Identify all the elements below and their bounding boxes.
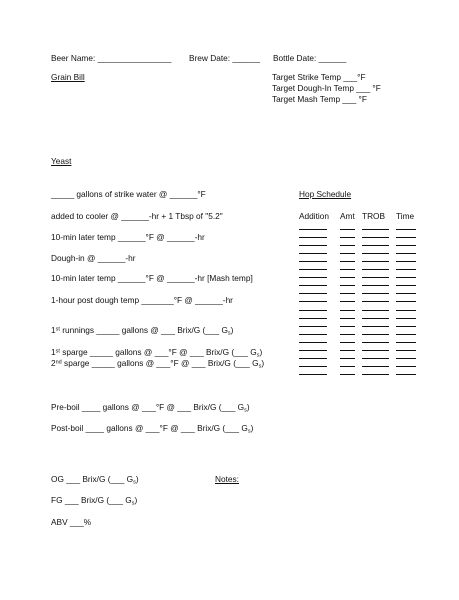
hop-blank-time-row-18[interactable]: [396, 366, 416, 367]
hop-blank-time-row-3[interactable]: [396, 245, 416, 246]
mash-temp-line[interactable]: 10-min later temp ______°F @ ______-hr [Mash temp]: [51, 273, 253, 283]
ten-min-later-temp-line[interactable]: 10-min later temp ______°F @ ______-hr: [51, 232, 205, 242]
hop-blank-amt-row-7[interactable]: [340, 277, 355, 278]
hop-col-trob: TROB: [362, 211, 386, 221]
hop-blank-time-row-14[interactable]: [396, 334, 416, 335]
post-boil-line[interactable]: Post-boil ____ gallons @ ___°F @ ___ Brix/G (___ $G_s$): [51, 423, 254, 435]
hop-blank-time-row-7[interactable]: [396, 277, 416, 278]
hop-blank-amt-row-2[interactable]: [340, 237, 355, 238]
fg-line[interactable]: FG ___ Brix/G (___ $G_s$): [51, 495, 138, 507]
hop-blank-time-row-15[interactable]: [396, 342, 416, 343]
hop-blank-amt-row-19[interactable]: [340, 374, 355, 375]
hop-blank-trob-row-18[interactable]: [362, 366, 389, 367]
hop-blank-amt-row-6[interactable]: [340, 269, 355, 270]
hop-blank-amt-row-11[interactable]: [340, 310, 355, 311]
second-sparge-line[interactable]: 2nd sparge _____ gallons @ ___°F @ ___ Brix/G (___ $G_s$): [51, 358, 265, 370]
hop-blank-addition-row-10[interactable]: [299, 301, 327, 302]
hop-blank-trob-row-16[interactable]: [362, 350, 389, 351]
hop-blank-trob-row-7[interactable]: [362, 277, 389, 278]
hop-blank-time-row-19[interactable]: [396, 374, 416, 375]
hop-blank-time-row-17[interactable]: [396, 358, 416, 359]
pre-boil-line[interactable]: Pre-boil ____ gallons @ ___°F @ ___ Brix/G (___ $G_s$): [51, 402, 250, 414]
hop-blank-trob-row-9[interactable]: [362, 293, 389, 294]
hop-schedule-heading: Hop Schedule: [299, 189, 352, 199]
hop-blank-amt-row-13[interactable]: [340, 326, 355, 327]
hop-blank-trob-row-17[interactable]: [362, 358, 389, 359]
hop-blank-trob-row-13[interactable]: [362, 326, 389, 327]
hop-blank-trob-row-1[interactable]: [362, 229, 389, 230]
hop-blank-time-row-16[interactable]: [396, 350, 416, 351]
one-hour-post-dough-line[interactable]: 1-hour post dough temp _______°F @ ______-hr: [51, 295, 233, 305]
target-strike-temp[interactable]: Target Strike Temp ___°F: [272, 72, 366, 82]
hop-blank-amt-row-10[interactable]: [340, 301, 355, 302]
hop-blank-amt-row-12[interactable]: [340, 318, 355, 319]
hop-blank-amt-row-4[interactable]: [340, 253, 355, 254]
hop-blank-time-row-12[interactable]: [396, 318, 416, 319]
hop-blank-trob-row-19[interactable]: [362, 374, 389, 375]
hop-blank-addition-row-16[interactable]: [299, 350, 327, 351]
hop-blank-amt-row-3[interactable]: [340, 245, 355, 246]
hop-blank-time-row-2[interactable]: [396, 237, 416, 238]
hop-blank-amt-row-5[interactable]: [340, 261, 355, 262]
hop-blank-addition-row-8[interactable]: [299, 285, 327, 286]
hop-col-time: Time: [396, 211, 415, 221]
hop-blank-trob-row-2[interactable]: [362, 237, 389, 238]
hop-col-amt: Amt: [340, 211, 355, 221]
hop-blank-time-row-4[interactable]: [396, 253, 416, 254]
hop-blank-time-row-9[interactable]: [396, 293, 416, 294]
hop-blank-time-row-6[interactable]: [396, 269, 416, 270]
target-mash-temp[interactable]: Target Mash Temp ___ °F: [272, 94, 367, 104]
hop-blank-amt-row-17[interactable]: [340, 358, 355, 359]
hop-blank-amt-row-16[interactable]: [340, 350, 355, 351]
hop-blank-trob-row-10[interactable]: [362, 301, 389, 302]
hop-blank-trob-row-14[interactable]: [362, 334, 389, 335]
target-dough-in-temp[interactable]: Target Dough-In Temp ___ °F: [272, 83, 381, 93]
hop-blank-time-row-5[interactable]: [396, 261, 416, 262]
grain-bill-heading: Grain Bill: [51, 72, 85, 82]
abv-line[interactable]: ABV ___%: [51, 517, 92, 527]
hop-blank-amt-row-15[interactable]: [340, 342, 355, 343]
hop-blank-addition-row-1[interactable]: [299, 229, 327, 230]
bottle-date-field[interactable]: Bottle Date: ______: [273, 53, 347, 63]
hop-blank-addition-row-19[interactable]: [299, 374, 327, 375]
hop-blank-trob-row-15[interactable]: [362, 342, 389, 343]
first-sparge-line[interactable]: 1st sparge _____ gallons @ ___°F @ ___ Brix/G (___ $G_s$): [51, 347, 263, 359]
hop-blank-addition-row-2[interactable]: [299, 237, 327, 238]
hop-blank-time-row-11[interactable]: [396, 310, 416, 311]
hop-blank-trob-row-4[interactable]: [362, 253, 389, 254]
notes-heading: Notes:: [215, 474, 239, 484]
hop-blank-addition-row-5[interactable]: [299, 261, 327, 262]
added-to-cooler-line[interactable]: added to cooler @ ______-hr + 1 Tbsp of "5.2": [51, 211, 223, 221]
hop-blank-trob-row-3[interactable]: [362, 245, 389, 246]
hop-blank-addition-row-6[interactable]: [299, 269, 327, 270]
first-runnings-line[interactable]: 1st runnings _____ gallons @ ___ Brix/G (___ $G_s$): [51, 325, 234, 337]
hop-blank-addition-row-7[interactable]: [299, 277, 327, 278]
hop-blank-addition-row-9[interactable]: [299, 293, 327, 294]
og-line[interactable]: OG ___ Brix/G (___ $G_s$): [51, 474, 139, 486]
hop-blank-amt-row-14[interactable]: [340, 334, 355, 335]
hop-blank-addition-row-3[interactable]: [299, 245, 327, 246]
hop-blank-trob-row-6[interactable]: [362, 269, 389, 270]
hop-blank-amt-row-18[interactable]: [340, 366, 355, 367]
beer-name-field[interactable]: Beer Name: ________________: [51, 53, 172, 63]
dough-in-line[interactable]: Dough-in @ ______-hr: [51, 253, 136, 263]
hop-blank-trob-row-5[interactable]: [362, 261, 389, 262]
hop-blank-addition-row-13[interactable]: [299, 326, 327, 327]
hop-blank-amt-row-1[interactable]: [340, 229, 355, 230]
hop-blank-addition-row-15[interactable]: [299, 342, 327, 343]
hop-blank-amt-row-8[interactable]: [340, 285, 355, 286]
hop-col-addition: Addition: [299, 211, 329, 221]
hop-blank-time-row-1[interactable]: [396, 229, 416, 230]
hop-blank-addition-row-12[interactable]: [299, 318, 327, 319]
hop-blank-trob-row-12[interactable]: [362, 318, 389, 319]
hop-blank-addition-row-17[interactable]: [299, 358, 327, 359]
hop-blank-trob-row-8[interactable]: [362, 285, 389, 286]
strike-water-line[interactable]: _____ gallons of strike water @ ______°F: [51, 189, 206, 199]
hop-blank-trob-row-11[interactable]: [362, 310, 389, 311]
hop-blank-addition-row-14[interactable]: [299, 334, 327, 335]
yeast-heading: Yeast: [51, 156, 72, 166]
hop-blank-amt-row-9[interactable]: [340, 293, 355, 294]
hop-blank-time-row-13[interactable]: [396, 326, 416, 327]
brew-date-field[interactable]: Brew Date: ______: [189, 53, 261, 63]
hop-blank-time-row-10[interactable]: [396, 301, 416, 302]
hop-blank-addition-row-18[interactable]: [299, 366, 327, 367]
hop-blank-addition-row-4[interactable]: [299, 253, 327, 254]
hop-blank-addition-row-11[interactable]: [299, 310, 327, 311]
hop-blank-time-row-8[interactable]: [396, 285, 416, 286]
